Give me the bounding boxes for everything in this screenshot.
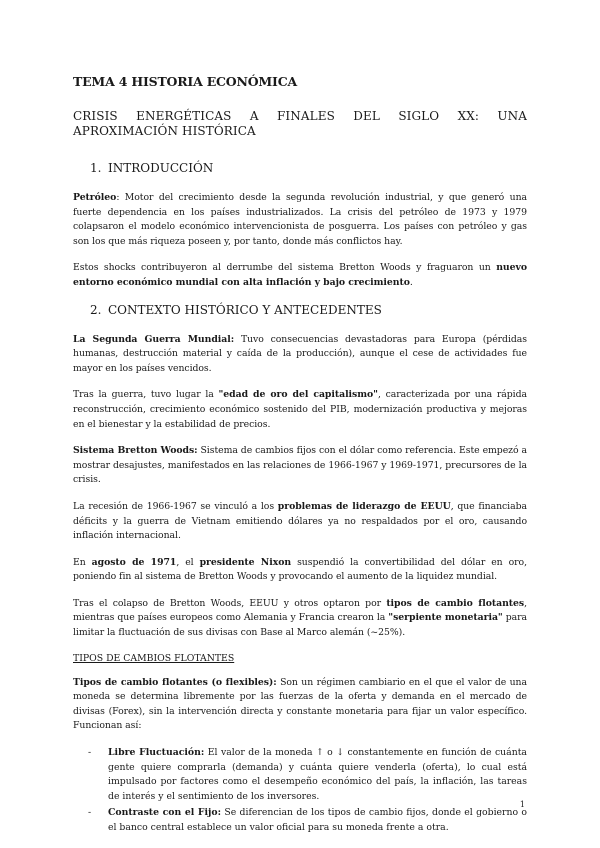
list-item-text: Se diferencian de los tipos de cambio fijos, donde el gobierno o el banco central establece un valor oficial para su moneda frente a otra. [108,807,527,833]
bold-term: agosto de 1971 [91,556,177,568]
bold-term: problemas de liderazgo de EEUU [277,500,451,512]
bold-term: "edad de oro del capitalismo" [218,389,378,401]
paragraph-text: Tras la guerra, tuvo lugar la [73,389,219,401]
paragraph-text: Son un régimen cambiario en el que el valor de una moneda se determina libremente por las fuerzas de la oferta y demanda en el mercado de divisas (Forex), sin la intervención directa y constante monetaria para fijar un valor específico. Funcionan así: [73,676,527,732]
bold-term: nuevo entorno económico mundial con alta inflación y bajo crecimiento [73,262,527,288]
document-subtitle: CRISIS ENERGÉTICAS A FINALES DEL SIGLO XX: UNA APROXIMACIÓN HISTÓRICA [73,109,527,138]
section-number: 2. [90,302,102,317]
page-content [73,74,527,838]
subheading-tipos-cambios: TIPOS DE CAMBIOS FLOTANTES [73,652,235,664]
bold-term: Petróleo [73,192,117,203]
paragraph-shocks [73,261,527,290]
paragraph-text: La recesión de 1966-1967 se vinculó a los [73,500,278,512]
bold-term: Libre Fluctuación: [108,747,205,759]
paragraph-text: , caracterizada por una rápida reconstrucción, crecimiento económico sostenido del PIB, modernización productiva y mejoras en el bienestar y la estabilidad de precios. [73,389,527,430]
paragraph-bretton-woods [73,444,527,488]
paragraph-text: Tras el colapso de Bretton Woods, EEUU y otros optaron por [73,597,387,609]
paragraph-nixon [73,556,527,585]
paragraph-text: : Motor del crecimiento desde la segunda revolución industrial, y que generó una fuerte dependencia en los países industrializados. La crisis del petróleo de 1973 y 1979 colapsaron el modelo económico intervencionista de posguerra. Los países con petróleo y gas son los que más riqueza poseen y, por tanto, donde más conflictos hay. [73,192,527,247]
bold-term: Sistema Bretton Woods: [73,445,198,457]
paragraph-text: Sistema de cambios fijos con el dólar como referencia. Este empezó a mostrar desajustes, manifestados en las relaciones de 1966-1967 y 1969-1971, precursores de la crisis. [73,445,527,486]
section-heading-contexto [73,303,527,317]
section-label: INTRODUCCIÓN [108,161,214,175]
dash-marker: - [88,747,92,759]
bullet-list [73,746,527,836]
paragraph-petroleo [73,191,527,249]
bold-term: tipos de cambio flotantes [386,597,525,609]
section-heading-introduccion [73,161,527,175]
bold-term: presidente Nixon [199,556,292,568]
bold-term: "serpiente monetaria" [388,612,503,624]
paragraph-text: , el [176,556,200,568]
paragraph-text: para limitar la fluctuación de sus divisas con Base al Marco alemán (~25%). [73,612,528,639]
paragraph-segunda-guerra [73,333,527,377]
paragraph-tipos-flotantes [73,676,527,734]
paragraph-text: , que financiaba déficits y la guerra de Vietnam emitiendo dólares ya no respaldados por el oro, causando inflación internacional. [73,500,527,542]
bold-term: Tipos de cambio flotantes (o flexibles): [73,676,277,688]
list-item [88,806,527,835]
paragraph-text: Tuvo consecuencias devastadoras para Europa (pérdidas humanas, destrucción material y caída de la producción), aunque el cese de actividades fue mayor en los países vencidos. [73,333,527,374]
paragraph-edad-de-oro [73,388,527,432]
paragraph-text: , mientras que países europeos como Alemania y Francia crearon la [73,597,527,624]
document-title: TEMA 4 HISTORIA ECONÓMICA [73,74,297,89]
paragraph-recesion [73,500,527,544]
page-number: 1 [519,800,525,809]
dash-marker: - [88,807,92,819]
list-item-text: El valor de la moneda ↑ o ↓ constantemente en función de cuánta gente quiere comprarla (demanda) y cuánta quiere venderla (oferta), lo cual está impulsado por factores como el desempeño económico del país, la inflación, las tareas de interés y el sentimiento de los inversores. [108,747,527,802]
list-item [88,746,527,804]
bold-term: La Segunda Guerra Mundial: [73,333,235,345]
section-label: CONTEXTO HISTÓRICO Y ANTECEDENTES [108,302,382,317]
paragraph-text: . [409,276,413,288]
paragraph-text: suspendió la convertibilidad del dólar en oro, poniendo fin al sistema de Bretton Woods y provocando el aumento de la liquidez mundial. [73,556,527,583]
bold-term: Contraste con el Fijo: [108,807,222,819]
paragraph-text: Estos shocks contribuyeron al derrumbe del sistema Bretton Woods y fraguaron un [73,262,497,274]
section-number: 1. [90,161,102,175]
paragraph-colapso [73,597,527,641]
paragraph-text: En [73,556,92,568]
